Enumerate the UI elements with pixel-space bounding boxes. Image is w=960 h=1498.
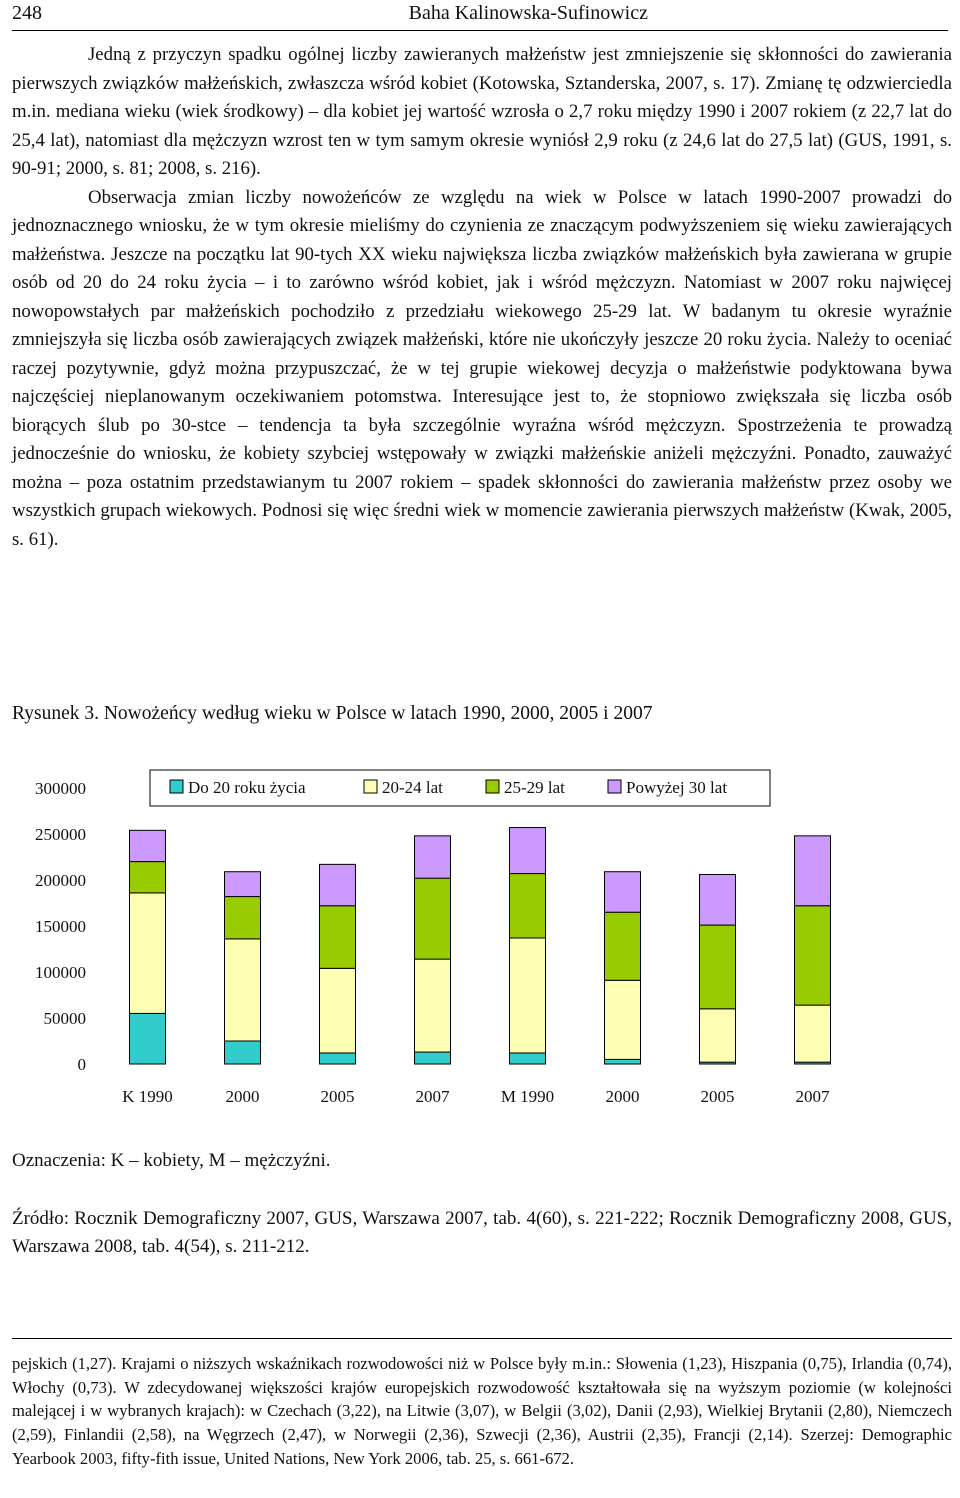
paragraph: Jedną z przyczyn spadku ogólnej liczby zawieranych małżeństw jest zmniejszenie się skłonności do zawierania pierwszych związków małżeńskich, zwłaszcza wśród kobiet (Kotowska, Sztanderska, 2007, s. 17). Zmianę tę odzwierciedla m.in. mediana wieku (wiek środkowy) – dla kobiet jej wartość wzrosła o 2,7 roku między 1990 i 2007 rokiem (z 22,7 lat do 25,4 lat), natomiast dla mężczyzn wzrost ten w tym samym okresie wyniósł 2,9 roku (z 24,6 lat do 27,5 lat) (GUS, 1991, s. 90-91; 2000, s. 81; 2008, s. 216).	[12, 44, 952, 179]
bar-segment	[130, 893, 166, 1014]
bar-segment	[130, 1013, 166, 1064]
source-note: Źródło: Rocznik Demograficzny 2007, GUS, Warszawa 2007, tab. 4(60), s. 221-222; Rocznik Demograficzny 2008, GUS, Warszawa 2008, tab. 4(54), s. 211-212.	[12, 1208, 952, 1257]
bar-segment	[605, 912, 641, 980]
bar-segment	[320, 906, 356, 969]
legend-swatch	[170, 780, 183, 793]
bar-segment	[605, 872, 641, 912]
bar-segment	[225, 939, 261, 1041]
y-tick-label: 50000	[43, 1009, 86, 1028]
legend-swatch	[364, 780, 377, 793]
bar-segment	[225, 872, 261, 897]
bar-segment	[795, 836, 831, 906]
bar-segment	[225, 1041, 261, 1064]
chart-notes: Oznaczenia: K – kobiety, M – mężczyźni.	[12, 1150, 331, 1171]
bar-segment	[130, 862, 166, 893]
y-tick-label: 250000	[35, 825, 86, 844]
y-tick-label: 100000	[35, 963, 86, 982]
y-tick-label: 0	[77, 1055, 86, 1074]
legend-swatch	[608, 780, 621, 793]
bar-segment	[510, 828, 546, 874]
x-tick-label: 2005	[320, 1087, 355, 1106]
paragraph: Obserwacja zmian liczby nowożeńców ze względu na wiek w Polsce w latach 1990-2007 prowadzi do jednoznacznego wniosku, że w tym okresie mieliśmy do czynienia ze znaczącym podwyższeniem się wieku zawierających małżeństwa. Jeszcze na początku lat 90-tych XX wieku największa liczba związków małżeńskich była zawierana w grupie osób od 20 do 24 roku życia – i to zarówno wśród kobiet, jak i wśród mężczyzn. Natomiast w 2007 roku najwięcej nowopowstałych par małżeńskich pochodziło z przedziału wiekowego 25-29 lat. W badanym tu okresie wyraźnie zmniejszyła się liczba osób zawierających związek małżeński, które nie ukończyły jeszcze 20 roku życia. Należy to oceniać raczej pozytywnie, gdyż można przypuszczać, że w tej grupie wiekowej decyzja o małżeństwie podyktowana bywa najczęściej nieplanowanym oczekiwaniem potomstwa. Interesujące jest to, że stopniowo zwiększała się liczba osób biorących ślub po 30-stce – tendencja ta była szczególnie wyraźna wśród mężczyzn. Spostrzeżenia te prowadzą jednocześnie do wniosku, że kobiety szybciej wstępowały w związki małżeńskie aniżeli mężczyźni. Ponadto, zauważyć można – poza ostatnim przedstawianym tu 2007 rokiem – spadek skłonności do zawierania małżeństw przez osoby we wszystkich grupach wiekowych. Podnosi się więc średni wiek w momencie zawierania pierwszych małżeństw (Kwak, 2005, s. 61).	[12, 186, 952, 550]
legend-label: 25-29 lat	[504, 778, 565, 797]
bar-segment	[415, 836, 451, 878]
bar-segment	[795, 1005, 831, 1062]
page-number: 248	[12, 2, 42, 24]
legend-label: Do 20 roku życia	[188, 778, 306, 797]
x-tick-label: M 1990	[500, 1087, 555, 1106]
x-tick-label: K 1990	[122, 1087, 173, 1106]
bar-segment	[605, 1059, 641, 1064]
bar-segment	[700, 1009, 736, 1062]
bar-segment	[225, 897, 261, 939]
x-tick-label: 2007	[795, 1087, 830, 1106]
footnote: pejskich (1,27). Krajami o niższych wskaźnikach rozwodowości niż w Polsce były m.in.: Słowenia (1,23), Hiszpania (0,75), Irlandia (0,74), Włochy (0,73). W zdecydowanej większości krajów europejskich rozwodowość kształtowała się na wyższym poziomie (w kolejności malejącej i w wybranych krajach): w Czechach (3,22), na Litwie (3,07), w Belgii (3,02), Danii (2,93), Wielkiej Brytanii (2,80), Niemczech (2,59), Finlandii (2,58), na Węgrzech (2,47), w Norwegii (2,36), Szwecji (2,36), Austrii (2,35), Francji (2,14). Szerzej: Demographic Yearbook 2003, fifty-fith issue, United Nations, New York 2006, tab. 25, s. 661-672.	[12, 1354, 952, 1468]
x-tick-label: 2000	[225, 1087, 260, 1106]
y-axis-labels	[35, 779, 86, 1074]
bar-segment	[415, 878, 451, 959]
bar-segment	[605, 980, 641, 1059]
legend-label: 20-24 lat	[382, 778, 443, 797]
page-header	[12, 0, 948, 31]
bars	[130, 828, 831, 1064]
running-title: Baha Kalinowska-Sufinowicz	[408, 2, 648, 24]
figure-caption: Rysunek 3. Nowożeńcy według wieku w Polsce w latach 1990, 2000, 2005 i 2007	[12, 703, 653, 724]
footnote-divider	[12, 1338, 952, 1339]
legend	[150, 770, 770, 806]
x-axis-labels	[122, 1087, 830, 1106]
x-tick-label: 2007	[415, 1087, 450, 1106]
stacked-bar-chart	[0, 760, 960, 1120]
bar-segment	[415, 1052, 451, 1064]
bar-segment	[130, 830, 166, 861]
bar-segment	[320, 864, 356, 905]
body-text	[12, 41, 952, 554]
bar-segment	[320, 968, 356, 1053]
bar-segment	[700, 925, 736, 1009]
bar-segment	[510, 874, 546, 938]
x-tick-label: 2005	[700, 1087, 735, 1106]
bar-segment	[415, 959, 451, 1052]
y-tick-label: 200000	[35, 871, 86, 890]
x-tick-label: 2000	[605, 1087, 640, 1106]
legend-label: Powyżej 30 lat	[626, 778, 728, 797]
bar-segment	[795, 906, 831, 1005]
y-tick-label: 150000	[35, 917, 86, 936]
bar-segment	[320, 1053, 356, 1064]
y-tick-label: 300000	[35, 779, 86, 798]
legend-swatch	[486, 780, 499, 793]
bar-segment	[510, 1053, 546, 1064]
bar-segment	[700, 874, 736, 925]
bar-segment	[510, 938, 546, 1053]
